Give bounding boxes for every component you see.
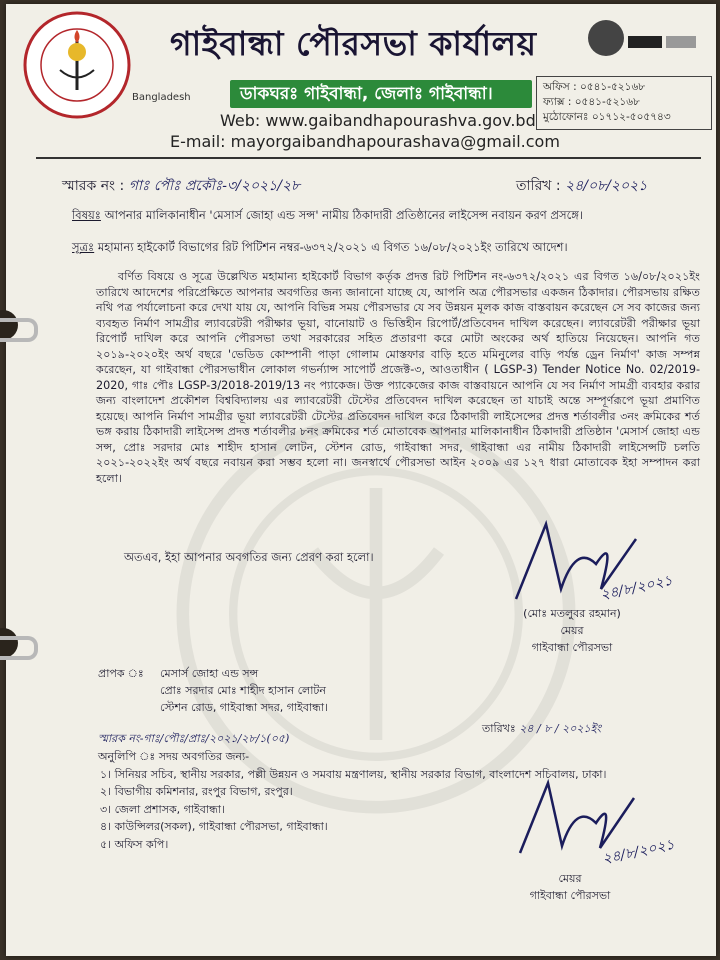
list-item: ৫। অফিস কপি। xyxy=(100,837,169,851)
mujib100-logo-icon xyxy=(584,16,704,62)
subject-line: বিষয়ঃ আপনার মালিকানাধীন 'মেসার্স জোহা এন্ড সন্স' নামীয় ঠিকাদারী প্রতিষ্ঠানের লাইসেন্স নবায়ন করণ প্রসঙ্গে। xyxy=(72,208,583,222)
contact-row-fax: ফ্যাক্স : ০৫৪১-৫২১৬৮ xyxy=(543,96,640,108)
copy-memo-reference: স্মারক নং-গাঃ/পৌঃ/প্রাঃ/২০২১/২৮/১(০৫) xyxy=(98,732,290,745)
signatory-block: মেয়র গাইবান্ধা পৌরসভা xyxy=(529,872,611,902)
copy-list: অনুলিপি ঃ সদয় অবগতির জন্য- ১। সিনিয়র সচিব, স্থানীয় সরকার, পল্লী উন্নয়ন ও সমবায় মন্ত্রণালয়, স্থানীয় সরকার বিভাগ, বাংলাদেশ সচিবালয়, ঢাকা। ২। বিভাগীয় কমিশনার, রংপুর বিভাগ, রংপুর। ৩। জেলা প্রশাসক, গাইবান্ধা। ৪। কাউন্সিলর(সকল), গাইবান্ধা পৌরসভা, গাইবান্ধা। ৫। অফিস কপি। xyxy=(98,748,606,853)
bangladesh-tag: Bangladesh xyxy=(132,92,191,103)
signature-date: ২৪/৮/২০২১ xyxy=(599,572,674,604)
contact-box xyxy=(536,76,712,130)
list-item: ২। বিভাগীয় কমিশনার, রংপুর বিভাগ, রংপুর। xyxy=(100,785,293,798)
contact-row-office: অফিস : ০৫৪১-৫২১৬৮ xyxy=(543,81,646,93)
address-banner: ডাকঘরঃ গাইবান্ধা, জেলাঃ গাইবান্ধা। xyxy=(230,80,532,108)
letter-body: বর্ণিত বিষয়ে ও সূত্রে উল্লেখিত মহামান্য হাইকোর্ট বিভাগ কর্তৃক প্রদত্ত রিট পিটিশন নং-৬৩৭২/২০২১ এর বিগত ১৬/০৮/২০২১ইং তারিখে আদেশের পরিপ্রেক্ষিতে আপনার অবগতির জন্য জানানো যাচ্ছে যে, আপনি অত্র পৌরসভার একজন ঠিকাদার। পৌরসভায় রক্ষিত নথি পত্র পর্যালোচনা করে দেখা যায় যে, আপনি বিভিন্ন সময় পৌরসভার যে সব উন্নয়ন মূলক কাজ বাস্তবায়ন করেছেন সে সব কাজের জন্য ব্যবহৃত নির্মাণ সামগ্রীর ল্যাবরেটরী পরীক্ষার ভূয়া, বানোয়াট ও ভিত্তিহীন রিপোর্ট/প্রতিবেদন দাখিল করেছেন। ল্যাবরেটরী পরীক্ষার ভূয়া রিপোর্ট দাখিল করে আপনি পৌরসভা তথা সরকারের সহিত প্রতারণা করে মোটা অংকের অর্থ হাতিয়ে নিয়েছেন। আপনি গত ২০১৯-২০২০ইং অর্থ বছরে 'ভেডিড কোম্পানী পাড়া গোলাম মোস্তফার বাড়ি হতে মমিনুলের বাড়ি পর্যন্ত ড্রেন নির্মাণ' কাজ সম্পন্ন করেছেন, যা গাইবান্ধা পৌরসভাধীন লোকাল গভর্ন্যান্স সাপোর্ট প্রজেক্ট-৩, আওতাধীন ( LGSP-3) Tender Notice No. 02/2019-2020, গাঃ পৌঃ LGSP-3/2018-2019/13 নং প্যাকেজ। উক্ত প্যাকেজের কাজ বাস্তবায়নে আপনি যে সব নির্মাণ সামগ্রী ব্যবহার করার জন্য বাংলাদেশ প্রকৌশল বিশ্ববিদ্যালয় এর ল্যাবরেটরী টেস্টের প্রতিবেদন দাখিল করেছেন তা যাচাই অন্তে সম্পূর্ণরূপে ভূয়া প্রমাণিত হয়েছে। আপনি নির্মাণ সামগ্রীর ভূয়া ল্যাবরেটরী টেস্টের প্রতিবেদন দাখিল করে ঠিকাদারী লাইসেন্সের প্রদত্ত শর্তাবলীর ৩নং ক্রমিকের শর্ত ভঙ্গ করায় ঠিকাদারী লাইসেন্স প্রদত্ত শর্তাবলীর ৮নং ক্রমিকের শর্ত মোতাবেক আপনার মালিকানাধীন ঠিকাদারী প্রতিষ্ঠান 'মেসার্স জোহা এন্ড সন্স, প্রোঃ সরদার মোঃ শাহীদ হাসান লোটন, স্টেশন রোড, গাইবান্ধা সদর, গাইবান্ধা এর নামীয় ঠিকাদারী লাইসেন্সটি চলতি ২০২১-২০২২ইং অর্থ বছরে নবায়ন করা সম্ভব হলো না। জনস্বার্থে পৌরসভা আইন ২০০৯ এর ১২৭ ধারা মোতাবেক ইহা সম্পাদন করা হলো। xyxy=(96,270,700,485)
signature-date: ২৪/৮/২০২১ xyxy=(601,836,676,868)
recipient-block: প্রাপক ঃ মেসার্স জোহা এন্ড সন্স প্রোঃ সরদার মোঃ শাহীদ হাসান লোটন স্টেশন রোড, গাইবান্ধা সদর, গাইবান্ধা। xyxy=(98,667,329,714)
memo-date: তারিখ : ২৪/০৮/২০২১ xyxy=(516,178,648,194)
header-divider xyxy=(36,157,701,159)
list-item: ৪। কাউন্সিলর(সকল), গাইবান্ধা পৌরসভা, গাইবান্ধা। xyxy=(100,820,328,833)
website-link[interactable]: Web: www.gaibandhapourashva.gov.bd xyxy=(220,111,536,130)
contact-row-mobile: মুঠোফোনঃ ০১৭১২-৫০৫৭৪৩ xyxy=(543,111,671,123)
signatory-block: (মোঃ মতলুবর রহমান) মেয়র গাইবান্ধা পৌরসভা xyxy=(523,607,621,654)
closing-line: অতএব, ইহা আপনার অবগতির জন্য প্রেরণ করা হলো। xyxy=(124,550,374,564)
copy-date: তারিখঃ ২৪ / ৮ / ২০২১ইং xyxy=(482,722,602,735)
reference-line: সূত্রঃ মহামান্য হাইকোর্ট বিভাগের রিট পিটিশন নম্বর-৬৩৭২/২০২১ এ বিগত ১৬/০৮/২০২১ইং তারিখে আদেশ। xyxy=(72,240,568,254)
email-link[interactable]: E-mail: mayorgaibandhapourashava@gmail.com xyxy=(170,132,560,151)
memo-reference: স্মারক নং : গাঃ পৌঃ প্রকৌঃ-৩/২০২১/২৮ xyxy=(62,178,301,194)
list-item: ৩। জেলা প্রশাসক, গাইবান্ধা। xyxy=(100,802,225,816)
letter-page xyxy=(6,4,716,956)
office-title: গাইবান্ধা পৌরসভা কার্যালয় xyxy=(170,24,537,63)
list-item: ১। সিনিয়র সচিব, স্থানীয় সরকার, পল্লী উন্নয়ন ও সমবায় মন্ত্রণালয়, স্থানীয় সরকার বিভাগ, বাংলাদেশ সচিবালয়, ঢাকা। xyxy=(100,767,607,781)
binder-ring xyxy=(0,636,38,660)
municipality-logo-icon xyxy=(22,10,132,120)
binder-ring xyxy=(0,318,38,342)
